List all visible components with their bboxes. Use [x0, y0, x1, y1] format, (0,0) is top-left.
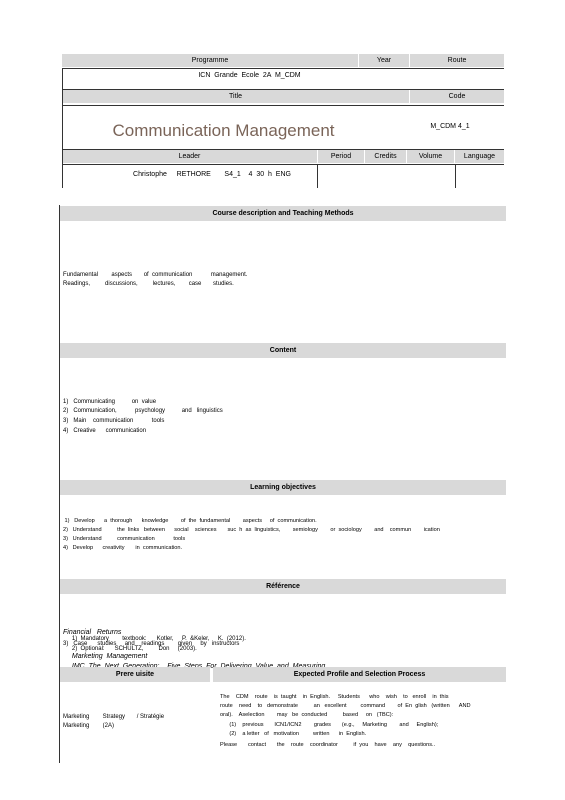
content-line: 4) Creative communication — [63, 428, 147, 434]
profile-line: route need to demonstrate an excellent command of En glish (written AND — [220, 703, 471, 709]
content-line: 2) Communication, psychology and linguistics — [63, 408, 223, 414]
reference-line-3: Financial Returns — [63, 629, 122, 636]
title-header: Title — [62, 90, 409, 103]
objective-line: 4) Develop creativity in communication. — [63, 545, 183, 551]
reference-italic: For — [206, 663, 217, 670]
year-header: Year — [359, 54, 409, 67]
code-header: Code — [410, 90, 504, 103]
description-line: Fundamental aspects of communication management. — [63, 272, 248, 278]
period-header: Period — [318, 150, 364, 163]
credits-header: Credits — [365, 150, 406, 163]
content-heading: Content — [60, 343, 506, 358]
route-header: Route — [410, 54, 504, 67]
programme-header: Programme — [62, 54, 358, 67]
table-rule — [62, 68, 504, 69]
objectives-heading: Learning objectives — [60, 480, 506, 495]
table-rule — [62, 89, 504, 90]
prerequisite-heading: Prere uisite — [60, 667, 210, 682]
leader-value: Christophe RETHORE S4_1 4 30 h ENG — [133, 171, 291, 178]
course-code: M_CDM 4_1 — [430, 123, 470, 130]
profile-heading: Expected Profile and Selection Process — [213, 667, 506, 682]
profile-line: oral). Aselection may be conducted based on (TBC): — [220, 712, 394, 718]
table-rule — [317, 164, 318, 188]
table-rule — [62, 149, 504, 150]
language-header: Language — [455, 150, 504, 163]
profile-line: (2) a letter of motivation written in English. — [220, 731, 367, 737]
reference-italic: Marketing Management — [71, 653, 148, 660]
course-title: Communication Management — [112, 121, 335, 140]
reference-line-4: 3) Case studies and readings given by instructors — [63, 641, 240, 647]
content-line: 3) Main communication tools — [63, 418, 165, 424]
reference-plain: 1) Mandatory textbook: Kotler, P. &Keler, K. (2012). — [71, 636, 246, 642]
description-line: Readings, discussions, lectures, case studies. — [63, 281, 234, 287]
content-line: 1) Communicating on value — [63, 399, 157, 405]
profile-line: Please contact the route coordinator if you have any questions.. — [220, 742, 436, 748]
leader-header: Leader — [62, 150, 317, 163]
objective-line: 3) Understand communication tools — [63, 536, 186, 542]
table-rule — [62, 164, 504, 165]
prerequisite-line: Marketing Strategy / Stratégie — [63, 714, 165, 720]
objective-line: 2) Understand the links between social sciences suc h as linguistics, semiology or sociology and commun ication — [63, 527, 440, 533]
reference-plain: 2) Optional: SCHULTZ, Don (2003). — [71, 646, 197, 652]
objective-line: 1) Develop a thorough knowledge of the fundamental aspects of communication. — [63, 518, 317, 524]
programme-value: ICN Grande Ecole 2A M_CDM — [198, 72, 301, 79]
profile-line: The CDM route is taught in English. Students who wish to enroll in this — [220, 694, 449, 700]
description-heading: Course description and Teaching Methods — [60, 206, 506, 221]
table-rule — [62, 68, 63, 188]
reference-heading: Référence — [60, 579, 506, 594]
prerequisite-line: Marketing (2A) — [63, 723, 115, 729]
table-rule — [455, 164, 456, 188]
table-rule — [62, 105, 504, 106]
profile-line: (1) previous ICN1/ICN2 grades (e.g., Marketing and English); — [220, 722, 439, 728]
volume-header: Volume — [407, 150, 454, 163]
